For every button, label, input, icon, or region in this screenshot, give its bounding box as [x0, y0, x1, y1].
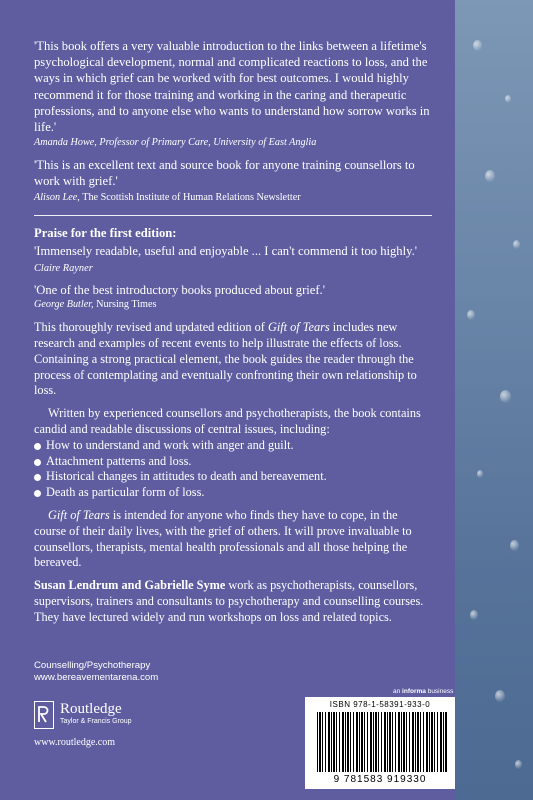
publisher-website-link[interactable]: www.routledge.com: [34, 737, 115, 748]
list-item: [34, 438, 432, 454]
list-item-text: Death as particular form of loss.: [46, 485, 205, 500]
list-item-text: Attachment patterns and loss.: [46, 453, 192, 468]
description-text: includes new research and examples of recent events to help illustrate the effects of loss. Containing a strong practical element, the book guides the reader through the process of contemplating and eventually confronting their own relationship to loss.: [34, 320, 417, 398]
description-paragraph-1: [34, 320, 432, 399]
quote-author: [34, 191, 432, 204]
author-conjunction: and: [121, 578, 142, 593]
author-bio-text: work as psychotherapists, counsellors, supervisors, trainers and consultants to psychotherapy and counselling courses. They have lectured widely and run workshops on loss and related topics.: [34, 578, 424, 624]
quote-author-name: Amanda Howe, Professor of Primary Care, University of East Anglia: [34, 137, 317, 149]
barcode-number: 9 781583 919330: [333, 774, 427, 785]
barcode-icon: [317, 712, 447, 772]
raindrop: [515, 760, 522, 769]
author-name: Susan Lendrum: [34, 578, 119, 593]
raindrop: [495, 690, 505, 702]
routledge-logo: [34, 701, 204, 741]
bullet-icon: [34, 459, 41, 466]
quote-author: [34, 136, 432, 149]
description-text: This thoroughly revised and updated edition of: [34, 320, 265, 335]
cover-text-block: [34, 38, 432, 626]
list-item: [34, 454, 432, 470]
list-item-text: Historical changes in attitudes to death and bereavement.: [46, 469, 327, 484]
praise-quote-text: 'Immensely readable, useful and enjoyable ... I can't commend it too highly.': [34, 243, 417, 258]
rain-window-strip: [455, 0, 533, 800]
author-name: Gabrielle Syme: [144, 578, 226, 593]
description-paragraph-2: Written by experienced counsellors and psychotherapists, the book contains candid and readable discussions of central issues, including:: [34, 406, 421, 437]
raindrop: [467, 310, 475, 320]
author-bio: [34, 578, 432, 625]
book-title: Gift of Tears: [267, 320, 330, 335]
description-text: is intended for anyone who finds they have to cope, in the course of their daily lives, with the grief of others. It will prove invaluable to counsellors, therapists, mental health professionals and all those helping the bereaved.: [34, 508, 412, 570]
raindrop: [473, 40, 482, 51]
routledge-r-icon: [35, 702, 52, 727]
praise-quote-1: [34, 243, 432, 277]
subject-category: Counselling/Psychotherapy: [34, 660, 151, 671]
raindrop: [505, 95, 511, 103]
quote-text: 'This book offers a very valuable introduction to the links between a lifetime's psychological development, normal and complicated reactions to loss, and the ways in which grief can be worked with for best outcomes. I would highly recommend it for those training and working in the caring and therapeutic professions, and to anyone else who wants to understand how sorrow works in life.': [34, 39, 430, 135]
review-quote-2: [34, 157, 432, 203]
routledge-mark-icon: [34, 701, 54, 729]
praise-quote-author: Claire Rayner: [34, 262, 93, 274]
quote-source: The Scottish Institute of Human Relations Newsletter: [82, 191, 301, 203]
quote-author-name: Alison Lee,: [34, 191, 80, 203]
isbn-barcode: [305, 697, 455, 789]
list-item-text: How to understand and work with anger and guilt.: [46, 437, 294, 452]
quote-text: 'This is an excellent text and source book for anyone training counsellors to work with grief.': [34, 158, 415, 189]
bullet-icon: [34, 474, 41, 481]
informa-tagline: [393, 688, 453, 695]
publisher-name: Routledge: [60, 701, 122, 717]
praise-quote-2-attribution: [34, 298, 432, 311]
praise-quote-source: Nursing Times: [96, 299, 157, 311]
raindrop: [485, 170, 495, 182]
raindrop: [470, 610, 478, 620]
praise-heading: Praise for the first edition:: [34, 225, 177, 240]
review-quote-1: [34, 38, 432, 149]
raindrop: [513, 240, 520, 249]
issue-list: [34, 438, 432, 501]
description-paragraph-3: [34, 508, 432, 571]
raindrop: [477, 470, 483, 478]
informa-text: an: [393, 688, 401, 695]
raindrop: [510, 540, 519, 551]
isbn-label: ISBN 978-1-58391-933-0: [329, 700, 431, 709]
bullet-icon: [34, 490, 41, 497]
website-link[interactable]: www.bereavementarena.com: [34, 672, 159, 683]
bullet-icon: [34, 443, 41, 450]
footer-block: [34, 660, 454, 684]
praise-quote-author: George Butler,: [34, 299, 94, 311]
list-item: [34, 485, 432, 501]
raindrop: [500, 390, 511, 403]
list-item: [34, 469, 432, 485]
divider: [34, 215, 432, 216]
informa-text: business: [427, 688, 454, 695]
book-title: Gift of Tears: [48, 508, 110, 522]
praise-quote-2: 'One of the best introductory books produced about grief.': [34, 283, 325, 298]
publisher-group: Taylor & Francis Group: [60, 718, 132, 725]
informa-brand: informa: [402, 688, 426, 695]
